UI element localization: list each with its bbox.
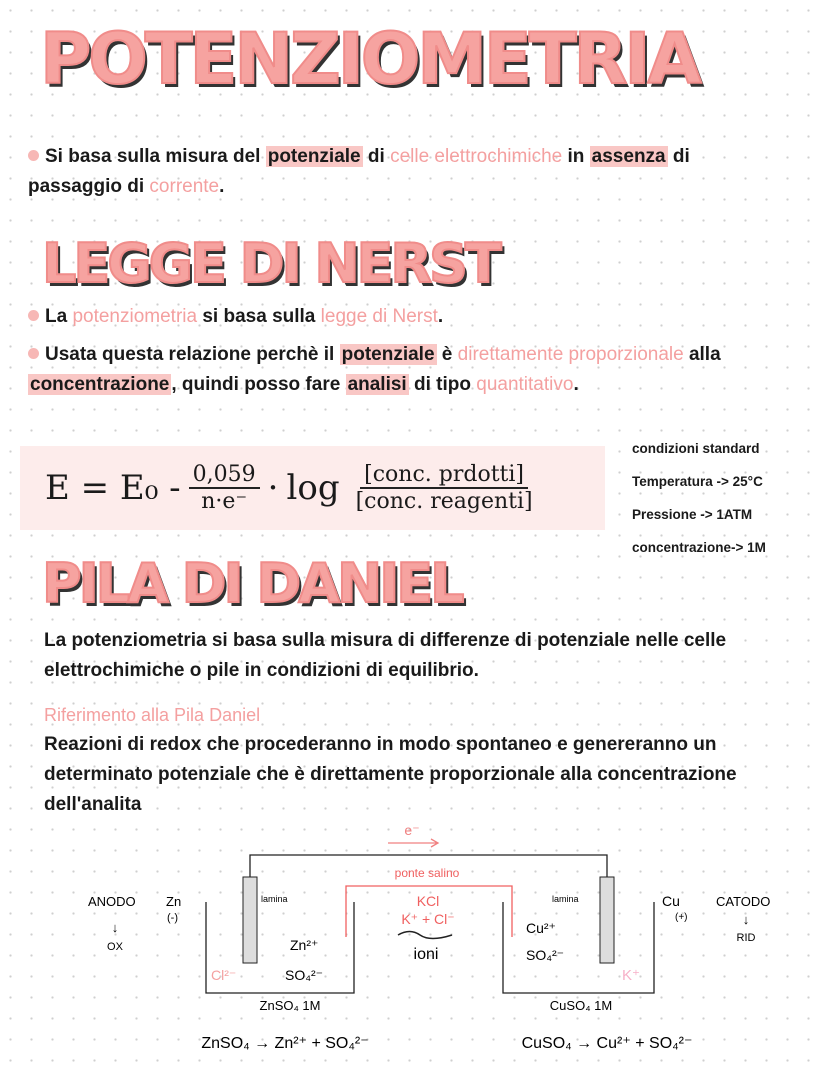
condition: Pressione -> 1ATM bbox=[632, 507, 753, 522]
condition: concentrazione-> 1M bbox=[632, 540, 766, 555]
dot: · bbox=[267, 468, 279, 508]
intro-bullet bbox=[28, 142, 768, 202]
anode-label: ANODO bbox=[88, 894, 136, 909]
daniel-cell-diagram bbox=[0, 820, 828, 1069]
cuso4-label: CuSO₄ 1M bbox=[549, 998, 613, 1013]
nerst-bullet-2 bbox=[28, 340, 788, 400]
daniel-paragraph: La potenziometria si basa sulla misura di differenze di potenziale nelle celle elettrochimiche o pile in condizioni di equilibrio. bbox=[44, 630, 727, 681]
text: . bbox=[437, 306, 444, 327]
pink-text: corrente bbox=[149, 176, 220, 197]
potassium-right: K⁺ bbox=[622, 967, 640, 984]
electron-label: e⁻ bbox=[404, 822, 420, 838]
bridge-label: ponte salino bbox=[394, 866, 460, 880]
section-heading-nerst: LEGGE DI NERST bbox=[42, 232, 499, 295]
rid-label: RID bbox=[736, 932, 756, 944]
text: di passaggio di bbox=[28, 146, 690, 197]
lamina-label: lamina bbox=[552, 894, 579, 904]
cathode-label: CATODO bbox=[716, 894, 771, 909]
highlight: concentrazione bbox=[30, 374, 170, 395]
nerst-bullet-1 bbox=[28, 302, 788, 332]
redox-paragraph: Reazioni di redox che procederanno in modo spontaneo e genereranno un determinato potenziale che è direttamente proporzionale alla concentrazione dell'analita bbox=[44, 734, 737, 815]
fraction bbox=[189, 462, 260, 514]
cu-ion: Cu²⁺ bbox=[526, 920, 556, 936]
highlight: potenziale bbox=[267, 146, 361, 167]
text: di tipo bbox=[408, 374, 477, 395]
electron-arrow-icon bbox=[388, 839, 438, 847]
electrode-left bbox=[243, 877, 257, 963]
pink-text: quantitativo bbox=[476, 374, 574, 395]
electrode-right bbox=[600, 877, 614, 963]
highlight: assenza bbox=[591, 146, 666, 167]
page-title: POTENZIOMETRIA bbox=[40, 18, 699, 100]
text: in bbox=[562, 146, 590, 167]
condition: Temperatura -> 25°C bbox=[632, 474, 763, 489]
ions-label: ioni bbox=[413, 946, 439, 963]
formula-lhs: E = E₀ - bbox=[45, 468, 181, 508]
zn-label: Zn bbox=[166, 894, 182, 909]
bullet-icon bbox=[28, 310, 39, 321]
text: . bbox=[573, 374, 579, 395]
zn-ion: Zn²⁺ bbox=[290, 937, 319, 953]
text: , quindi posso fare bbox=[171, 374, 346, 395]
plus-sign: (+) bbox=[675, 912, 688, 923]
text: Usata questa relazione perchè il bbox=[45, 344, 340, 365]
text: Si basa sulla misura del bbox=[45, 146, 266, 167]
bullet-icon bbox=[28, 348, 39, 359]
standard-conditions bbox=[632, 432, 766, 564]
nernst-formula bbox=[20, 446, 605, 530]
zinc-dissociation: ZnSO₄ → Zn²⁺ + SO₄²⁻ bbox=[201, 1035, 369, 1052]
highlight: potenziale bbox=[341, 344, 435, 365]
lamina-label: lamina bbox=[261, 894, 288, 904]
numerator: [conc. prdotti] bbox=[360, 462, 528, 489]
condition: condizioni standard bbox=[632, 441, 760, 456]
fraction bbox=[356, 462, 533, 514]
denominator: [conc. reagenti] bbox=[355, 489, 533, 514]
log: log bbox=[286, 468, 340, 508]
pink-text: legge di Nerst bbox=[320, 306, 438, 327]
numerator: 0,059 bbox=[189, 462, 260, 489]
sulfate-left: SO₄²⁻ bbox=[285, 967, 323, 983]
copper-dissociation: CuSO₄ → Cu²⁺ + SO₄²⁻ bbox=[521, 1035, 693, 1052]
denominator: n·e⁻ bbox=[201, 489, 248, 514]
pink-text: direttamente proporzionale bbox=[457, 344, 684, 365]
section-heading-daniel: PILA DI DANIEL bbox=[42, 552, 462, 615]
znso4-label: ZnSO₄ 1M bbox=[259, 998, 321, 1013]
cu-label: Cu bbox=[662, 893, 680, 909]
sulfate-right: SO₄²⁻ bbox=[526, 947, 564, 963]
brace-icon bbox=[398, 932, 452, 939]
ox-label: OX bbox=[107, 941, 123, 953]
minus-sign: (-) bbox=[167, 912, 178, 924]
daniel-reference: Riferimento alla Pila Daniel bbox=[44, 705, 261, 725]
kcl-label: KCl bbox=[416, 893, 440, 909]
highlight: analisi bbox=[347, 374, 407, 395]
pink-text: potenziometria bbox=[72, 306, 198, 327]
arrow-down-icon: ↓ bbox=[742, 912, 750, 927]
text: si basa sulla bbox=[197, 306, 321, 327]
text: . bbox=[219, 176, 225, 197]
pink-text: celle elettrochimiche bbox=[390, 146, 563, 167]
chloride-left: Cl²⁻ bbox=[211, 967, 237, 983]
bullet-icon bbox=[28, 150, 39, 161]
text: è bbox=[436, 344, 458, 365]
text: alla bbox=[683, 344, 721, 365]
text: di bbox=[362, 146, 391, 167]
arrow-down-icon: ↓ bbox=[111, 920, 119, 935]
text: La bbox=[45, 306, 73, 327]
ions-equation: K⁺ + Cl⁻ bbox=[401, 911, 455, 927]
